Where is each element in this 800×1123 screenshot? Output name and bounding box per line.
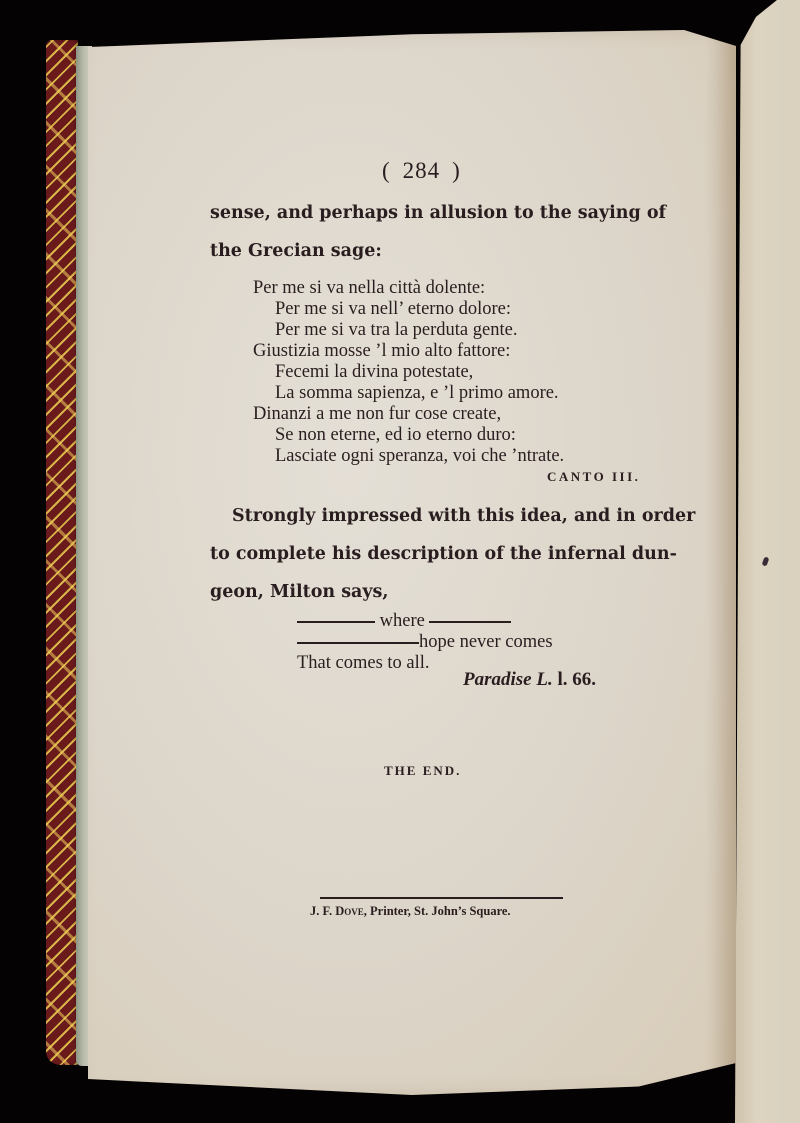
verse-line: Per me si va nella città dolente: (253, 278, 486, 298)
imprint-rest: , Printer, St. John’s Square. (363, 904, 511, 918)
prose-body-line-2: to complete his description of the infernal dun- (210, 544, 677, 564)
gilt-page-edge (46, 40, 78, 1065)
verse-line: Dinanzi a me non fur cose create, (253, 404, 502, 424)
quote-source (463, 669, 596, 691)
prose-body-line-1: Strongly impressed with this idea, and in order (232, 506, 696, 526)
quote-line-3: That comes to all. (297, 653, 430, 673)
page-number-open-paren: ( (382, 158, 391, 183)
page-number-value: 284 (402, 158, 441, 183)
prose-intro-line-1: sense, and perhaps in allusion to the saying of (210, 203, 667, 223)
spine-shadow (706, 30, 736, 1095)
quote-line-2 (297, 632, 553, 653)
em-rule (429, 621, 511, 623)
source-ref: l. 66. (557, 669, 596, 690)
source-title: Paradise L. (463, 669, 553, 690)
verse-line: Giustizia mosse ’l mio alto fattore: (253, 341, 511, 361)
imprint-initials: J. F. (310, 904, 333, 918)
em-rule (297, 621, 375, 623)
verse-line: Per me si va nell’ eterno dolore: (275, 299, 511, 319)
imprint-name: Dove (335, 904, 364, 918)
verse-line: Fecemi la divina potestate, (275, 362, 474, 382)
the-end: THE END. (384, 763, 462, 778)
verse-line: Se non eterne, ed io eterno duro: (275, 425, 516, 445)
quote-line-1 (297, 611, 511, 632)
quote-word-where: where (379, 611, 425, 631)
printer-imprint (310, 904, 511, 919)
imprint-rule (320, 897, 563, 899)
verse-line: La somma sapienza, e ’l primo amore. (275, 383, 559, 403)
page-number (370, 158, 473, 184)
quote-line-2-text: hope never comes (419, 632, 553, 652)
verse-attribution: CANTO III. (547, 469, 641, 484)
verse-line: Per me si va tra la perduta gente. (275, 320, 518, 340)
em-rule (297, 642, 419, 644)
page-number-close-paren: ) (452, 158, 461, 183)
verse-line: Lasciate ogni speranza, voi che ’ntrate. (275, 446, 565, 466)
prose-intro-line-2: the Grecian sage: (210, 241, 382, 261)
prose-body-line-3: geon, Milton says, (210, 582, 389, 602)
